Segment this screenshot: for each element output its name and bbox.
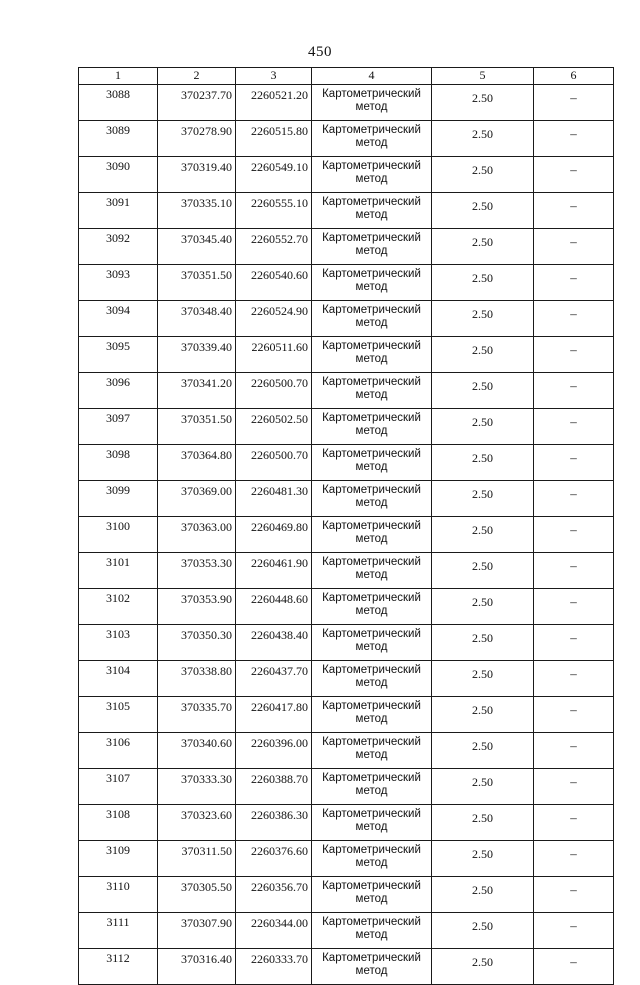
method-cell [312,913,432,949]
accuracy-value: 2.50 [432,805,534,841]
point-number: 3089 [79,121,158,157]
x-coordinate: 370339.40 [158,337,236,373]
method-line-1: Картометрический [322,124,421,136]
table-row [79,301,614,337]
y-coordinate: 2260469.80 [236,517,312,553]
point-number: 3099 [79,481,158,517]
accuracy-value: 2.50 [432,481,534,517]
point-number: 3105 [79,697,158,733]
x-coordinate: 370237.70 [158,85,236,121]
accuracy-value: 2.50 [432,301,534,337]
accuracy-value: 2.50 [432,733,534,769]
method-cell [312,553,432,589]
method-line-2: метод [355,245,388,257]
table-row [79,553,614,589]
method-line-2: метод [355,281,388,293]
y-coordinate: 2260549.10 [236,157,312,193]
y-coordinate: 2260524.90 [236,301,312,337]
method-cell [312,625,432,661]
accuracy-value: 2.50 [432,373,534,409]
point-number: 3098 [79,445,158,481]
accuracy-value: 2.50 [432,157,534,193]
note-dash: – [534,517,614,553]
y-coordinate: 2260438.40 [236,625,312,661]
accuracy-value: 2.50 [432,913,534,949]
x-coordinate: 370340.60 [158,733,236,769]
method-line-1: Картометрический [322,592,421,604]
accuracy-value: 2.50 [432,121,534,157]
method-line-2: метод [355,677,388,689]
method-line-2: метод [355,929,388,941]
accuracy-value: 2.50 [432,445,534,481]
method-line-2: метод [355,641,388,653]
point-number: 3110 [79,877,158,913]
x-coordinate: 370350.30 [158,625,236,661]
method-line-1: Картометрический [322,340,421,352]
point-number: 3104 [79,661,158,697]
note-dash: – [534,841,614,877]
column-header: 3 [236,68,312,85]
method-cell [312,157,432,193]
accuracy-value: 2.50 [432,625,534,661]
x-coordinate: 370351.50 [158,265,236,301]
method-line-2: метод [355,101,388,113]
accuracy-value: 2.50 [432,697,534,733]
note-dash: – [534,265,614,301]
accuracy-value: 2.50 [432,769,534,805]
point-number: 3090 [79,157,158,193]
x-coordinate: 370311.50 [158,841,236,877]
x-coordinate: 370338.80 [158,661,236,697]
note-dash: – [534,949,614,985]
method-cell [312,265,432,301]
method-line-2: метод [355,461,388,473]
y-coordinate: 2260500.70 [236,373,312,409]
table-row [79,445,614,481]
method-line-1: Картометрический [322,448,421,460]
point-number: 3100 [79,517,158,553]
method-line-2: метод [355,353,388,365]
table-row [79,949,614,985]
y-coordinate: 2260448.60 [236,589,312,625]
method-line-1: Картометрический [322,808,421,820]
method-line-1: Картометрический [322,376,421,388]
point-number: 3094 [79,301,158,337]
method-line-1: Картометрический [322,160,421,172]
accuracy-value: 2.50 [432,265,534,301]
note-dash: – [534,877,614,913]
note-dash: – [534,373,614,409]
note-dash: – [534,85,614,121]
method-line-1: Картометрический [322,844,421,856]
table-row [79,625,614,661]
note-dash: – [534,697,614,733]
method-cell [312,193,432,229]
method-cell [312,301,432,337]
y-coordinate: 2260511.60 [236,337,312,373]
point-number: 3111 [79,913,158,949]
y-coordinate: 2260386.30 [236,805,312,841]
method-cell [312,229,432,265]
note-dash: – [534,661,614,697]
y-coordinate: 2260552.70 [236,229,312,265]
table-row [79,157,614,193]
y-coordinate: 2260461.90 [236,553,312,589]
x-coordinate: 370351.50 [158,409,236,445]
y-coordinate: 2260481.30 [236,481,312,517]
point-number: 3102 [79,589,158,625]
table-row [79,409,614,445]
accuracy-value: 2.50 [432,661,534,697]
method-line-1: Картометрический [322,268,421,280]
table-row [79,589,614,625]
column-header: 2 [158,68,236,85]
table-row [79,265,614,301]
method-cell [312,373,432,409]
page-number: 450 [308,44,332,60]
note-dash: – [534,553,614,589]
table-row [79,913,614,949]
column-header: 4 [312,68,432,85]
y-coordinate: 2260388.70 [236,769,312,805]
point-number: 3091 [79,193,158,229]
table-row [79,193,614,229]
point-number: 3095 [79,337,158,373]
accuracy-value: 2.50 [432,409,534,445]
accuracy-value: 2.50 [432,229,534,265]
accuracy-value: 2.50 [432,589,534,625]
x-coordinate: 370307.90 [158,913,236,949]
method-line-2: метод [355,533,388,545]
x-coordinate: 370335.70 [158,697,236,733]
note-dash: – [534,481,614,517]
method-line-2: метод [355,893,388,905]
method-line-2: метод [355,749,388,761]
method-cell [312,517,432,553]
method-line-2: метод [355,821,388,833]
x-coordinate: 370363.00 [158,517,236,553]
method-line-2: метод [355,605,388,617]
point-number: 3093 [79,265,158,301]
method-line-2: метод [355,857,388,869]
method-line-1: Картометрический [322,916,421,928]
table-row [79,877,614,913]
method-cell [312,661,432,697]
point-number: 3101 [79,553,158,589]
method-line-2: метод [355,317,388,329]
x-coordinate: 370353.90 [158,589,236,625]
note-dash: – [534,913,614,949]
note-dash: – [534,157,614,193]
table-row [79,85,614,121]
y-coordinate: 2260540.60 [236,265,312,301]
note-dash: – [534,625,614,661]
accuracy-value: 2.50 [432,85,534,121]
x-coordinate: 370348.40 [158,301,236,337]
y-coordinate: 2260417.80 [236,697,312,733]
table-row [79,733,614,769]
method-cell [312,805,432,841]
table-row [79,229,614,265]
accuracy-value: 2.50 [432,337,534,373]
method-line-1: Картометрический [322,664,421,676]
table-row [79,373,614,409]
note-dash: – [534,337,614,373]
method-cell [312,85,432,121]
method-cell [312,589,432,625]
table-row [79,337,614,373]
accuracy-value: 2.50 [432,841,534,877]
accuracy-value: 2.50 [432,553,534,589]
note-dash: – [534,229,614,265]
method-cell [312,409,432,445]
method-line-2: метод [355,569,388,581]
accuracy-value: 2.50 [432,949,534,985]
method-line-1: Картометрический [322,484,421,496]
coordinates-table [78,67,614,985]
method-cell [312,337,432,373]
accuracy-value: 2.50 [432,193,534,229]
point-number: 3096 [79,373,158,409]
method-line-1: Картометрический [322,412,421,424]
table-row [79,121,614,157]
accuracy-value: 2.50 [432,517,534,553]
method-cell [312,697,432,733]
method-line-2: метод [355,137,388,149]
x-coordinate: 370345.40 [158,229,236,265]
method-line-1: Картометрический [322,520,421,532]
method-line-1: Картометрический [322,952,421,964]
table-row [79,805,614,841]
y-coordinate: 2260437.70 [236,661,312,697]
method-line-2: метод [355,173,388,185]
table-row [79,661,614,697]
method-line-2: метод [355,497,388,509]
y-coordinate: 2260344.00 [236,913,312,949]
y-coordinate: 2260500.70 [236,445,312,481]
method-line-1: Картометрический [322,232,421,244]
method-cell [312,481,432,517]
note-dash: – [534,121,614,157]
method-cell [312,949,432,985]
point-number: 3112 [79,949,158,985]
note-dash: – [534,301,614,337]
x-coordinate: 370278.90 [158,121,236,157]
column-header: 1 [79,68,158,85]
table-row [79,481,614,517]
point-number: 3092 [79,229,158,265]
method-cell [312,733,432,769]
method-line-2: метод [355,785,388,797]
method-line-1: Картометрический [322,880,421,892]
table-row [79,517,614,553]
y-coordinate: 2260333.70 [236,949,312,985]
method-line-1: Картометрический [322,556,421,568]
x-coordinate: 370369.00 [158,481,236,517]
method-line-2: метод [355,209,388,221]
y-coordinate: 2260555.10 [236,193,312,229]
note-dash: – [534,589,614,625]
method-cell [312,769,432,805]
table-row [79,769,614,805]
x-coordinate: 370323.60 [158,805,236,841]
x-coordinate: 370364.80 [158,445,236,481]
point-number: 3106 [79,733,158,769]
method-line-1: Картометрический [322,88,421,100]
x-coordinate: 370333.30 [158,769,236,805]
method-line-1: Картометрический [322,736,421,748]
x-coordinate: 370305.50 [158,877,236,913]
method-cell [312,445,432,481]
method-line-1: Картометрический [322,304,421,316]
column-header: 6 [534,68,614,85]
x-coordinate: 370316.40 [158,949,236,985]
method-line-1: Картометрический [322,772,421,784]
table-row [79,841,614,877]
x-coordinate: 370319.40 [158,157,236,193]
x-coordinate: 370353.30 [158,553,236,589]
note-dash: – [534,409,614,445]
point-number: 3088 [79,85,158,121]
y-coordinate: 2260502.50 [236,409,312,445]
method-line-1: Картометрический [322,700,421,712]
y-coordinate: 2260515.80 [236,121,312,157]
table-row [79,697,614,733]
note-dash: – [534,733,614,769]
accuracy-value: 2.50 [432,877,534,913]
note-dash: – [534,769,614,805]
method-line-1: Картометрический [322,196,421,208]
table-header-row [79,68,614,85]
y-coordinate: 2260376.60 [236,841,312,877]
method-cell [312,121,432,157]
note-dash: – [534,193,614,229]
note-dash: – [534,805,614,841]
x-coordinate: 370335.10 [158,193,236,229]
point-number: 3109 [79,841,158,877]
method-line-2: метод [355,965,388,977]
method-line-2: метод [355,713,388,725]
method-line-2: метод [355,425,388,437]
point-number: 3108 [79,805,158,841]
point-number: 3103 [79,625,158,661]
method-cell [312,841,432,877]
method-line-1: Картометрический [322,628,421,640]
y-coordinate: 2260356.70 [236,877,312,913]
point-number: 3097 [79,409,158,445]
column-header: 5 [432,68,534,85]
point-number: 3107 [79,769,158,805]
method-line-2: метод [355,389,388,401]
y-coordinate: 2260396.00 [236,733,312,769]
y-coordinate: 2260521.20 [236,85,312,121]
x-coordinate: 370341.20 [158,373,236,409]
note-dash: – [534,445,614,481]
method-cell [312,877,432,913]
